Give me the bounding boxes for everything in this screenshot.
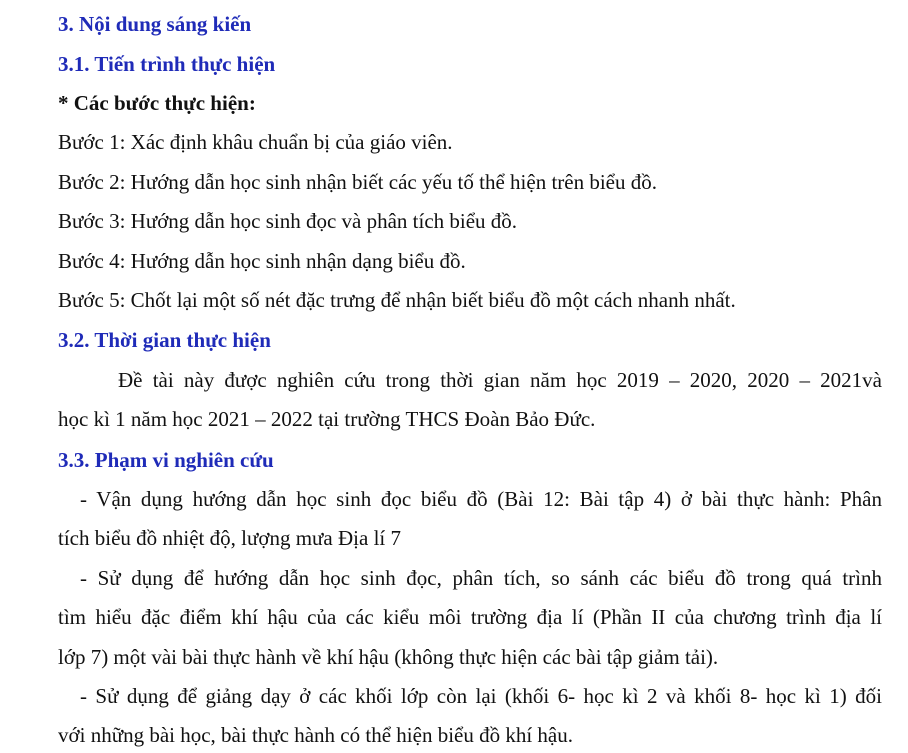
scope-item-2-line-1: - Sử dụng để hướng dẫn học sinh đọc, phân tích, so sánh các biểu đồ trong quá trình <box>80 566 882 590</box>
steps-label: * Các bước thực hiện: <box>58 91 256 115</box>
step-3: Bước 3: Hướng dẫn học sinh đọc và phân tích biểu đồ. <box>58 209 518 233</box>
time-paragraph-line-1: Đề tài này được nghiên cứu trong thời gian năm học 2019 – 2020, 2020 – 2021và <box>118 368 882 392</box>
scope-item-2-line-2: tìm hiểu đặc điểm khí hậu của các kiểu môi trường địa lí (Phần II của chương trình địa lí <box>58 605 882 629</box>
scope-item-1-line-2: tích biểu đồ nhiệt độ, lượng mưa Địa lí 7 <box>58 526 401 550</box>
section-heading-3-1: 3.1. Tiến trình thực hiện <box>58 52 276 76</box>
step-5: Bước 5: Chốt lại một số nét đặc trưng để nhận biết biểu đồ một cách nhanh nhất. <box>58 288 736 312</box>
scope-item-3-line-1: - Sử dụng để giảng dạy ở các khối lớp còn lại (khối 6- học kì 2 và khối 8- học kì 1) đối <box>80 684 882 708</box>
time-paragraph-line-2: học kì 1 năm học 2021 – 2022 tại trường THCS Đoàn Bảo Đức. <box>58 407 596 431</box>
section-heading-3-3: 3.3. Phạm vi nghiên cứu <box>58 448 274 472</box>
section-heading-3-2: 3.2. Thời gian thực hiện <box>58 328 271 352</box>
section-heading-3: 3. Nội dung sáng kiến <box>58 12 252 36</box>
step-2: Bước 2: Hướng dẫn học sinh nhận biết các yếu tố thể hiện trên biểu đồ. <box>58 170 657 194</box>
step-1: Bước 1: Xác định khâu chuẩn bị của giáo viên. <box>58 130 453 154</box>
scope-item-2-line-3: lớp 7) một vài bài thực hành về khí hậu (không thực hiện các bài tập giảm tải). <box>58 645 719 669</box>
scope-item-3-line-2: với những bài học, bài thực hành có thể hiện biểu đồ khí hậu. <box>58 723 574 747</box>
step-4: Bước 4: Hướng dẫn học sinh nhận dạng biểu đồ. <box>58 249 466 273</box>
scope-item-1-line-1: - Vận dụng hướng dẫn học sinh đọc biểu đồ (Bài 12: Bài tập 4) ở bài thực hành: Phân <box>80 487 882 511</box>
